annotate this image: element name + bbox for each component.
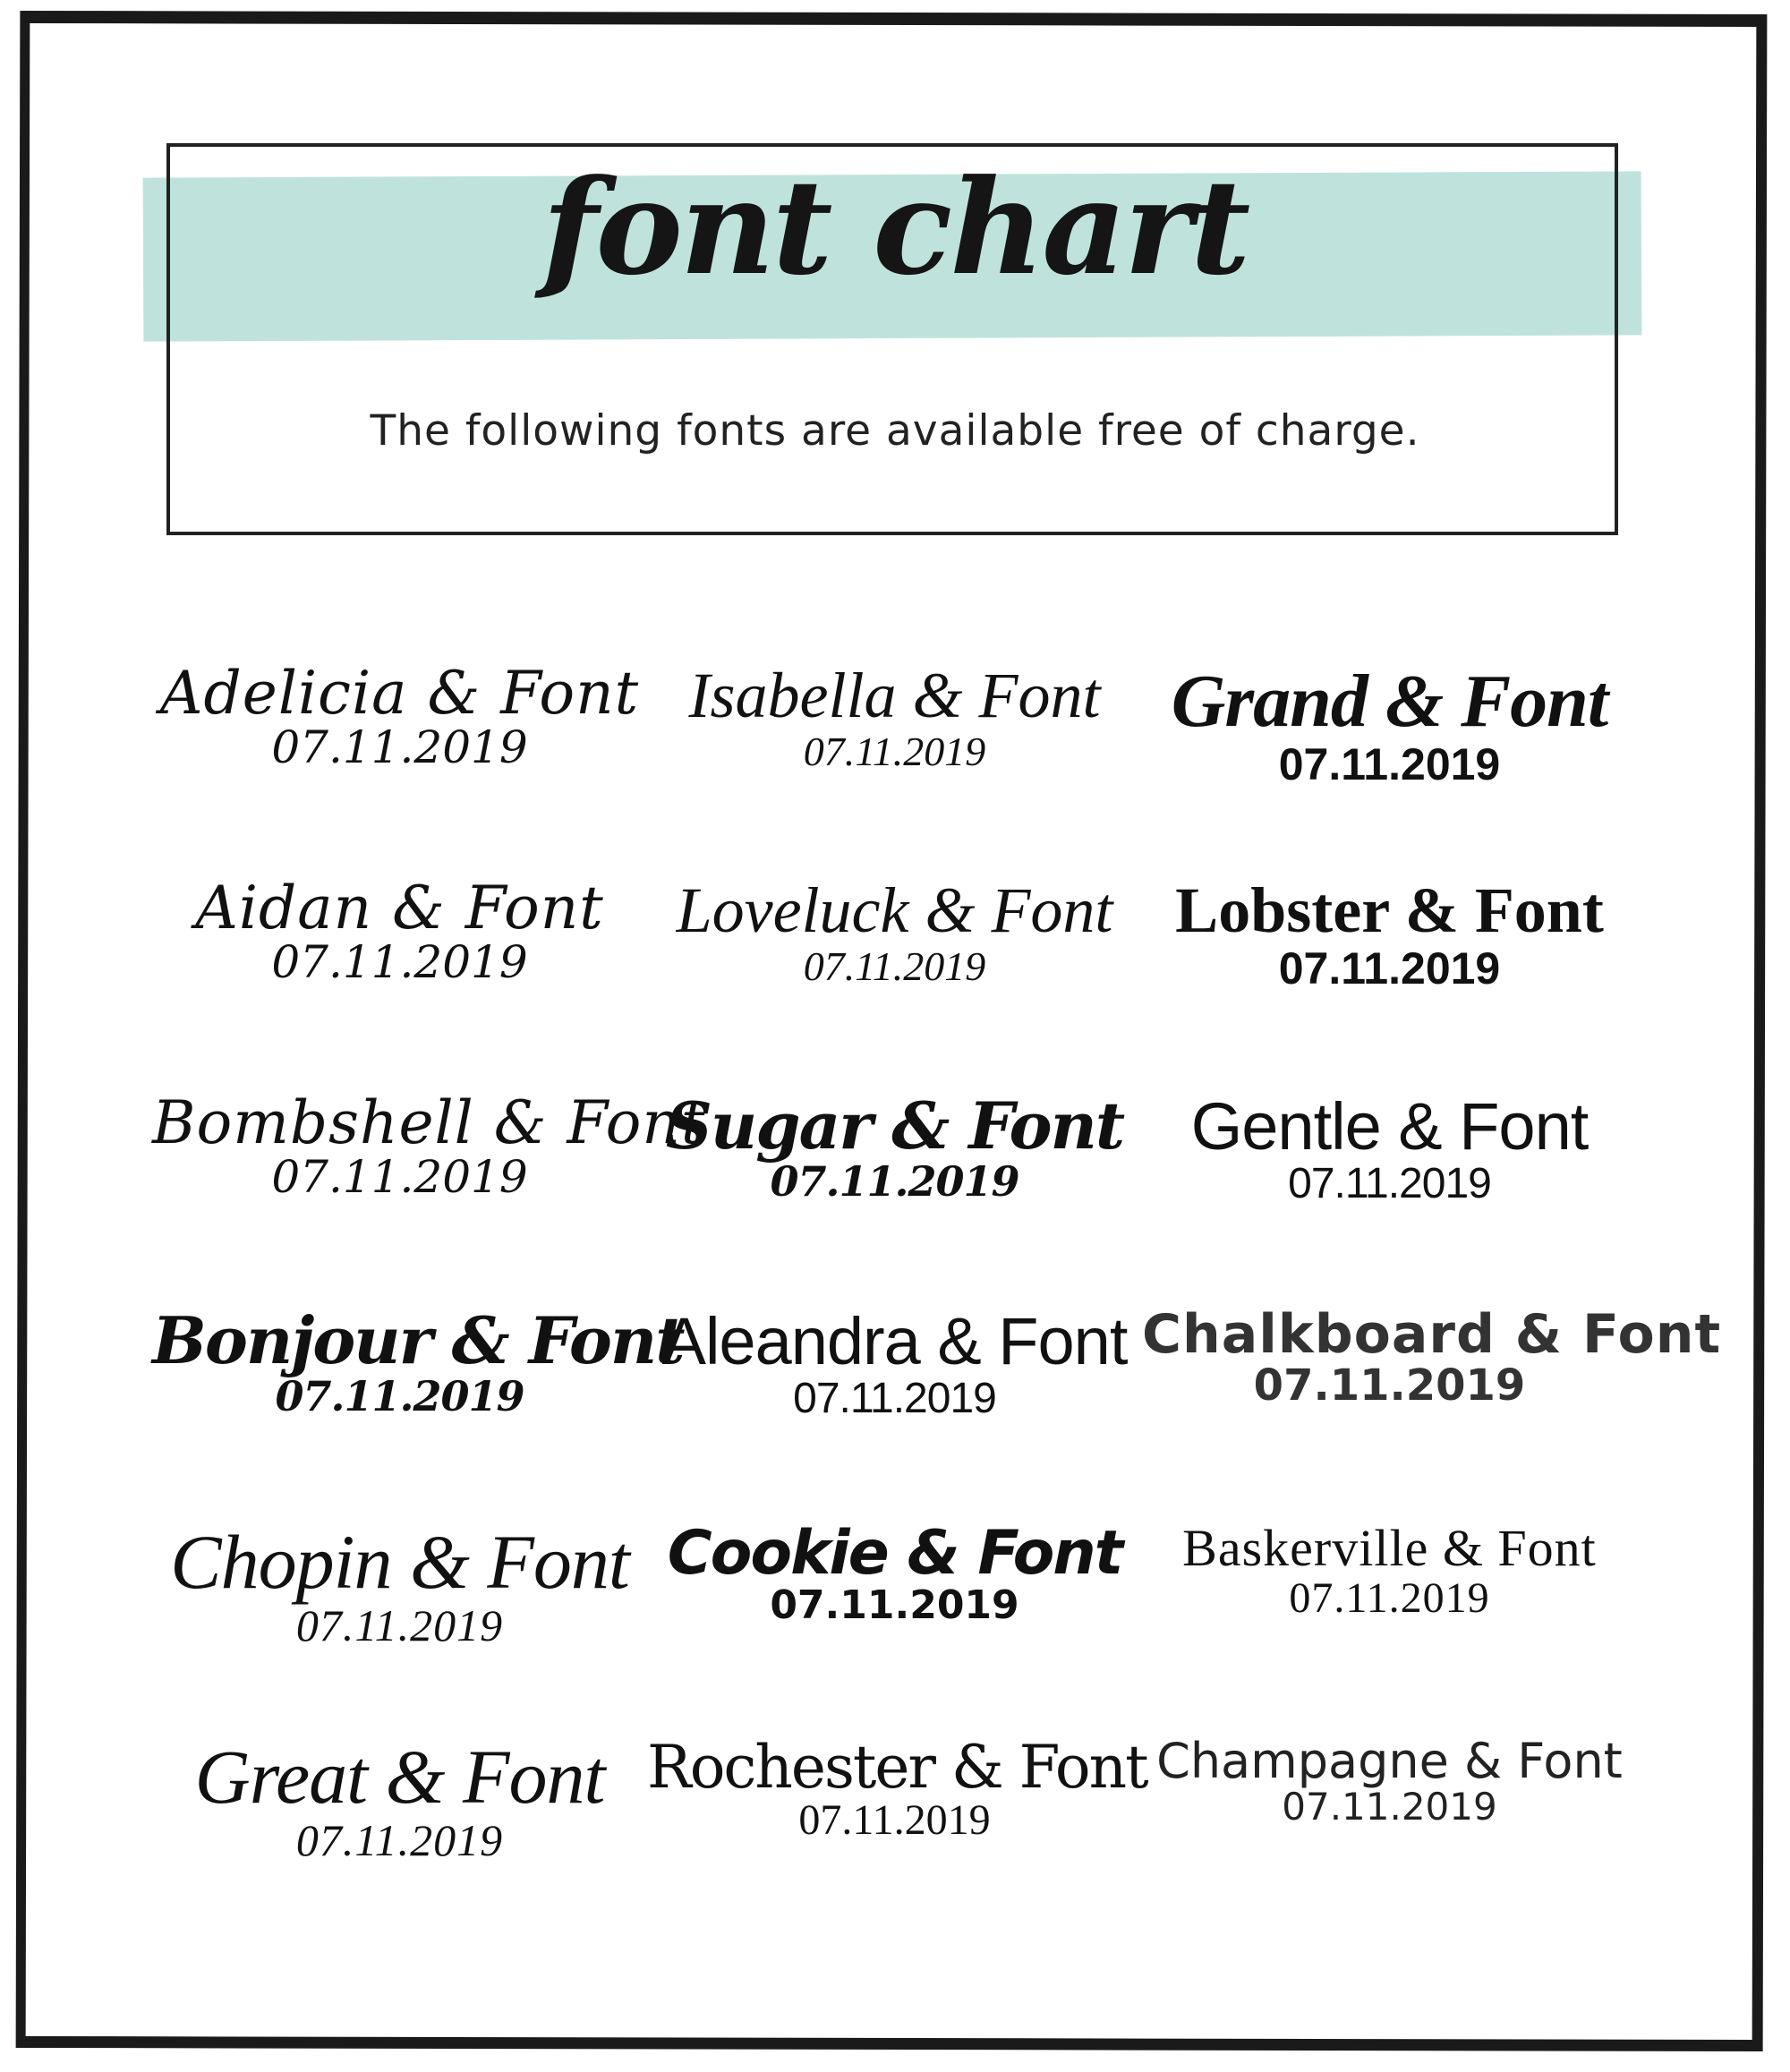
font-sample-chopin xyxy=(152,1519,647,1651)
font-sample-aidan xyxy=(152,874,647,989)
font-row xyxy=(152,1733,1638,1951)
font-sample-grand xyxy=(1142,662,1637,789)
font-sample-name: Gentle & Font xyxy=(1190,1089,1589,1164)
font-sample-name: Lobster & Font xyxy=(1175,874,1604,946)
font-sample-gentle xyxy=(1142,1089,1637,1207)
font-sample-name: Chopin & Font xyxy=(170,1519,629,1605)
font-sample-date: 07.11.2019 xyxy=(770,1582,1019,1629)
font-sample-date: 07.11.2019 xyxy=(770,1156,1019,1206)
font-sample-champagne xyxy=(1142,1733,1637,1829)
font-sample-name: Isabella & Font xyxy=(688,660,1101,731)
font-sample-date: 07.11.2019 xyxy=(1253,1360,1526,1411)
font-sample-date: 07.11.2019 xyxy=(803,942,986,989)
font-sample-chalkboard xyxy=(1142,1303,1722,1411)
font-sample-baskerville xyxy=(1142,1519,1637,1622)
font-sample-name: Bombshell & Font xyxy=(152,1088,706,1157)
font-sample-date: 07.11.2019 xyxy=(271,721,528,774)
font-sample-date: 07.11.2019 xyxy=(271,1151,528,1204)
font-sample-name: Bonjour & Font xyxy=(152,1302,684,1378)
font-row xyxy=(152,1302,1722,1522)
font-sample-name: Aidan & Font xyxy=(195,874,604,942)
font-sample-name: Aleandra & Font xyxy=(661,1304,1128,1378)
font-sample-name: Great & Font xyxy=(194,1734,605,1820)
font-sample-date: 07.11.2019 xyxy=(1278,739,1501,790)
font-sample-date: 07.11.2019 xyxy=(295,1815,504,1866)
font-sample-sugar xyxy=(647,1087,1142,1206)
font-sample-lobster xyxy=(1142,874,1637,993)
font-sample-date: 07.11.2019 xyxy=(1278,942,1501,993)
font-row xyxy=(152,874,1638,1092)
font-sample-date: 07.11.2019 xyxy=(793,1374,996,1422)
font-sample-name: Baskerville & Font xyxy=(1182,1519,1597,1577)
font-sample-adelicia xyxy=(152,659,647,774)
font-sample-date: 07.11.2019 xyxy=(803,728,986,774)
font-sample-aleandra xyxy=(647,1304,1142,1422)
font-sample-date: 07.11.2019 xyxy=(1289,1573,1490,1622)
font-sample-name: Chalkboard & Font xyxy=(1142,1303,1722,1366)
font-sample-isabella xyxy=(647,662,1142,773)
page-title: font chart xyxy=(541,151,1249,304)
font-samples-grid xyxy=(152,659,1722,1951)
font-sample-date: 07.11.2019 xyxy=(271,936,528,989)
font-sample-loveluck xyxy=(647,874,1142,989)
page-subtitle: The following fonts are available free of charge. xyxy=(370,406,1420,456)
font-sample-rochester xyxy=(647,1733,1147,1845)
font-row xyxy=(152,659,1638,877)
font-sample-bonjour xyxy=(152,1302,684,1420)
font-sample-name: Grand & Font xyxy=(1171,660,1608,743)
font-sample-date: 07.11.2019 xyxy=(295,1600,504,1651)
font-row xyxy=(152,1087,1638,1307)
font-sample-name: Champagne & Font xyxy=(1156,1733,1623,1789)
font-sample-name: Adelicia & Font xyxy=(159,659,640,728)
font-sample-date: 07.11.2019 xyxy=(275,1371,524,1420)
font-sample-name: Rochester & Font xyxy=(647,1733,1147,1802)
font-sample-great xyxy=(152,1736,647,1864)
font-sample-date: 07.11.2019 xyxy=(798,1796,991,1845)
font-sample-date: 07.11.2019 xyxy=(1282,1784,1497,1829)
font-sample-name: Sugar & Font xyxy=(665,1087,1124,1164)
font-sample-name: Cookie & Font xyxy=(667,1518,1122,1589)
font-sample-bombshell xyxy=(152,1088,706,1204)
font-sample-date: 07.11.2019 xyxy=(1288,1159,1491,1207)
font-sample-name: Loveluck & Font xyxy=(676,874,1113,946)
font-sample-cookie xyxy=(647,1518,1142,1629)
font-row xyxy=(152,1518,1638,1736)
